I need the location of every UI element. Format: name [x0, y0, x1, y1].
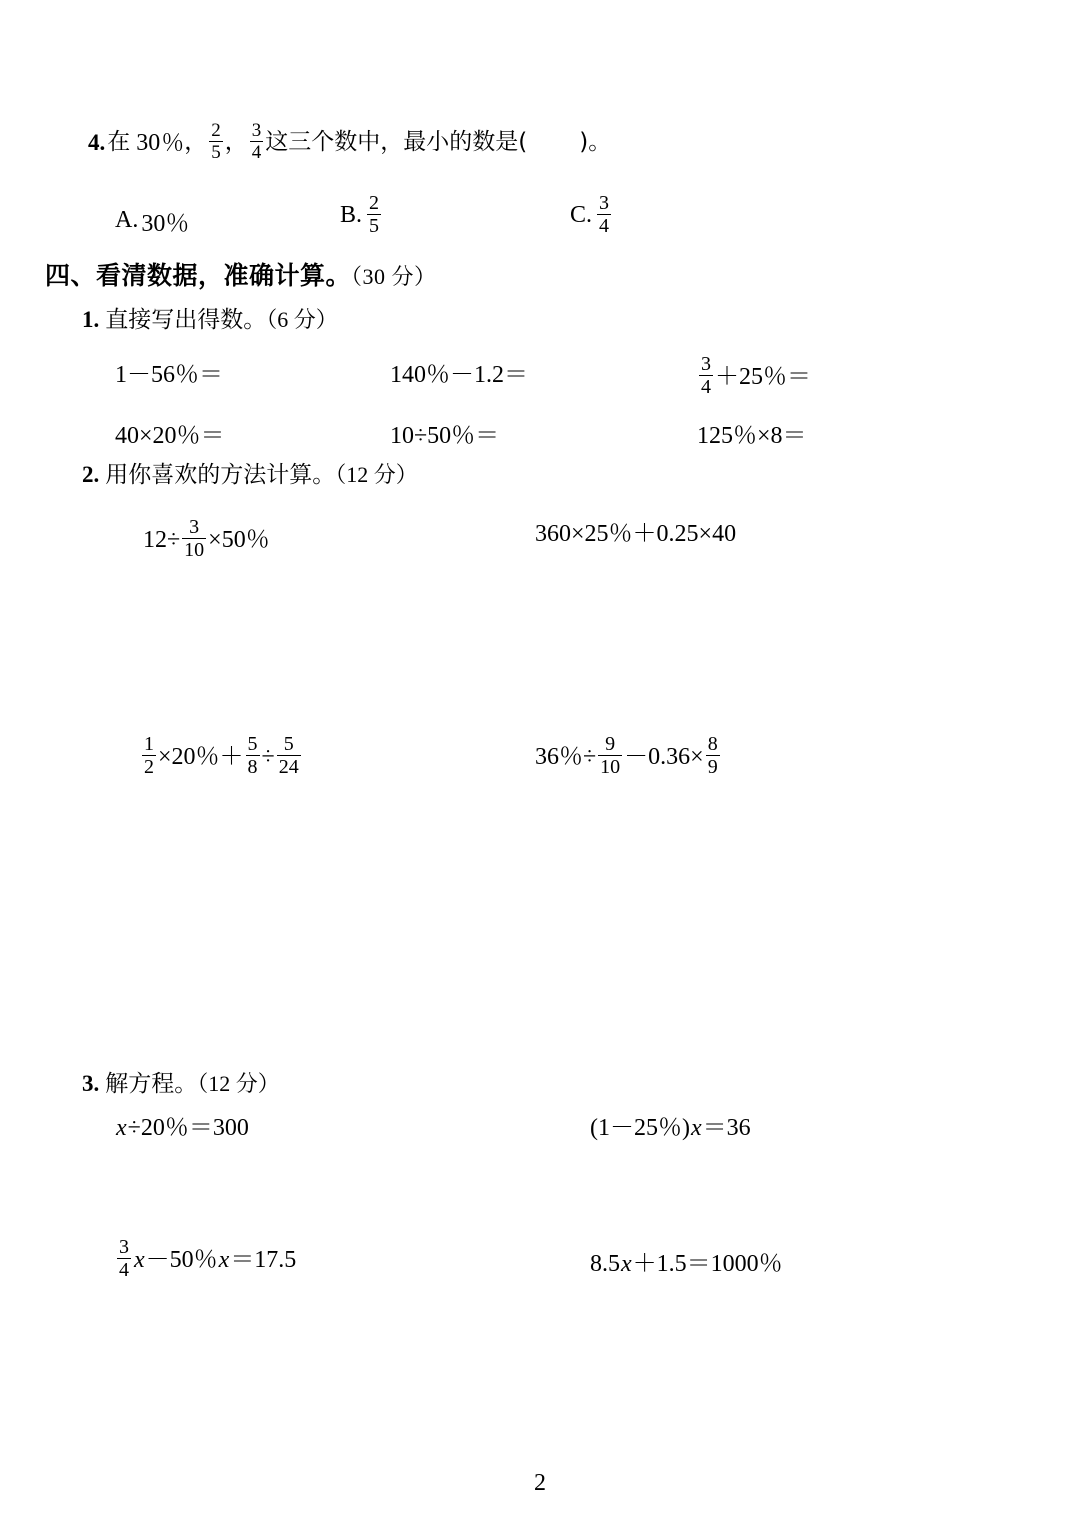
variable-x: x — [134, 1246, 145, 1273]
question-4-text-after: 这三个数中，最小的数是( — [265, 129, 528, 155]
expression-text: ＋25％＝ — [715, 363, 811, 390]
expression-text: 360×25％＋0.25×40 — [535, 521, 737, 547]
expression-text: 140％－1.2＝ — [390, 362, 528, 388]
expression-fraction — [277, 734, 301, 777]
section-heading-text: 四、看清数据，准确计算。 — [45, 261, 352, 290]
fraction-numerator: 3 — [701, 353, 711, 375]
item-2-title: 用你喜欢的方法计算。 — [105, 462, 336, 488]
fraction-denominator: 5 — [211, 142, 221, 163]
item-1-number: 1. — [82, 307, 100, 332]
variable-x: x — [116, 1115, 127, 1141]
expression-fraction — [142, 734, 156, 777]
variable-x: x — [690, 1115, 702, 1141]
expression-fraction — [699, 354, 713, 397]
option-b[interactable] — [340, 194, 383, 237]
fraction-numerator: 2 — [369, 192, 380, 214]
option-c[interactable] — [570, 194, 613, 237]
work-area-compute-row-2[interactable] — [115, 800, 965, 1050]
expression-text: 12÷ — [143, 526, 181, 553]
option-a[interactable] — [115, 203, 189, 238]
item-3-number: 3. — [82, 1071, 100, 1096]
mental-math-1 — [115, 363, 223, 387]
expression-text: ＝17.5 — [230, 1246, 297, 1273]
work-area-equation-row-1[interactable] — [115, 1150, 965, 1230]
compute-problem-4 — [535, 735, 722, 778]
question-4-text-end: )。 — [579, 129, 612, 155]
mental-math-6 — [697, 424, 807, 448]
fraction-denominator: 10 — [600, 756, 621, 778]
fraction-denominator: 8 — [247, 756, 258, 778]
fraction-numerator: 3 — [599, 192, 610, 214]
item-2-score: （12 分） — [335, 462, 418, 487]
question-4 — [88, 122, 611, 163]
item-1-heading — [82, 308, 338, 332]
equation-2 — [590, 1116, 751, 1140]
work-area-equation-row-2[interactable] — [115, 1300, 965, 1440]
expression-text: 125％×8＝ — [697, 423, 807, 449]
expression-text: ＋1.5＝1000％ — [632, 1251, 783, 1277]
page-number: 2 — [534, 1470, 546, 1496]
equation-4 — [590, 1252, 783, 1276]
expression-fraction — [117, 1237, 131, 1280]
variable-x: x — [621, 1251, 632, 1277]
fraction-denominator: 4 — [119, 1259, 129, 1281]
expression-fraction — [246, 734, 260, 777]
question-4-value-1: 30 — [136, 129, 161, 156]
work-area-compute-row-1[interactable] — [115, 560, 965, 710]
fraction-denominator: 5 — [369, 215, 380, 237]
question-4-number: 4. — [88, 130, 106, 155]
expression-fraction — [182, 517, 206, 560]
fraction-denominator: 4 — [599, 215, 610, 237]
expression-text: 10÷50％＝ — [390, 423, 500, 449]
item-1-title: 直接写出得数。 — [105, 307, 267, 333]
item-3-title: 解方程。 — [105, 1071, 198, 1097]
mental-math-3 — [697, 355, 811, 398]
equation-3 — [115, 1238, 296, 1281]
fraction-denominator: 9 — [707, 756, 718, 778]
expression-text: 40×20％＝ — [115, 423, 225, 449]
section-heading-score: （30 分） — [351, 264, 437, 289]
option-c-fraction — [597, 193, 611, 236]
fraction-numerator: 9 — [605, 733, 616, 755]
fraction-numerator: 3 — [189, 516, 200, 538]
expression-text: 1－56％＝ — [115, 362, 223, 388]
fraction-denominator: 24 — [278, 756, 299, 778]
fraction-denominator: 2 — [144, 756, 154, 778]
expression-fraction — [706, 734, 720, 777]
expression-text: －0.36× — [624, 743, 704, 770]
equation-1 — [115, 1116, 249, 1140]
fraction-numerator: 2 — [211, 120, 221, 141]
question-4-comma-1: ， — [184, 129, 208, 155]
expression-text: －50％ — [145, 1246, 218, 1273]
question-4-fraction-1 — [209, 121, 223, 162]
variable-x: x — [218, 1246, 230, 1273]
percent-sign-1: ％ — [161, 130, 185, 155]
mental-math-5 — [390, 424, 499, 448]
item-2-number: 2. — [82, 462, 100, 487]
fraction-numerator: 1 — [144, 733, 154, 755]
compute-problem-3 — [140, 735, 303, 778]
item-3-score: （12 分） — [197, 1071, 280, 1096]
fraction-numerator: 8 — [707, 733, 718, 755]
item-1-score: （6 分） — [266, 307, 338, 332]
expression-text: ×20％＋ — [158, 743, 244, 770]
option-a-value: 30％ — [141, 211, 190, 237]
question-4-fraction-2 — [250, 121, 264, 162]
option-b-label: B. — [340, 202, 363, 228]
option-b-fraction — [367, 193, 381, 236]
mental-math-4 — [115, 424, 225, 448]
fraction-numerator: 5 — [283, 733, 294, 755]
fraction-denominator: 4 — [251, 142, 262, 163]
expression-text: ＝36 — [702, 1115, 751, 1141]
expression-text: ÷20％＝300 — [127, 1115, 249, 1141]
expression-text: 36％÷ — [535, 743, 597, 770]
question-4-text-before: 在 — [107, 129, 131, 155]
expression-fraction — [598, 734, 622, 777]
question-4-comma-2: ， — [224, 129, 248, 155]
fraction-numerator: 5 — [247, 733, 258, 755]
option-a-label: A. — [115, 207, 139, 233]
section-heading-4 — [45, 263, 437, 288]
fraction-denominator: 4 — [701, 376, 711, 398]
mental-math-2 — [390, 363, 528, 387]
item-3-heading — [82, 1072, 280, 1096]
item-2-heading — [82, 463, 418, 487]
expression-text: ×50％ — [208, 526, 270, 553]
compute-problem-1 — [143, 518, 270, 561]
fraction-numerator: 3 — [251, 120, 262, 141]
expression-text: 8.5 — [590, 1251, 620, 1277]
option-c-label: C. — [570, 202, 593, 228]
expression-text: ÷ — [261, 743, 275, 770]
expression-text: (1－25％) — [590, 1115, 690, 1141]
fraction-numerator: 3 — [119, 1236, 129, 1258]
fraction-denominator: 10 — [184, 539, 205, 561]
compute-problem-2 — [535, 522, 736, 546]
